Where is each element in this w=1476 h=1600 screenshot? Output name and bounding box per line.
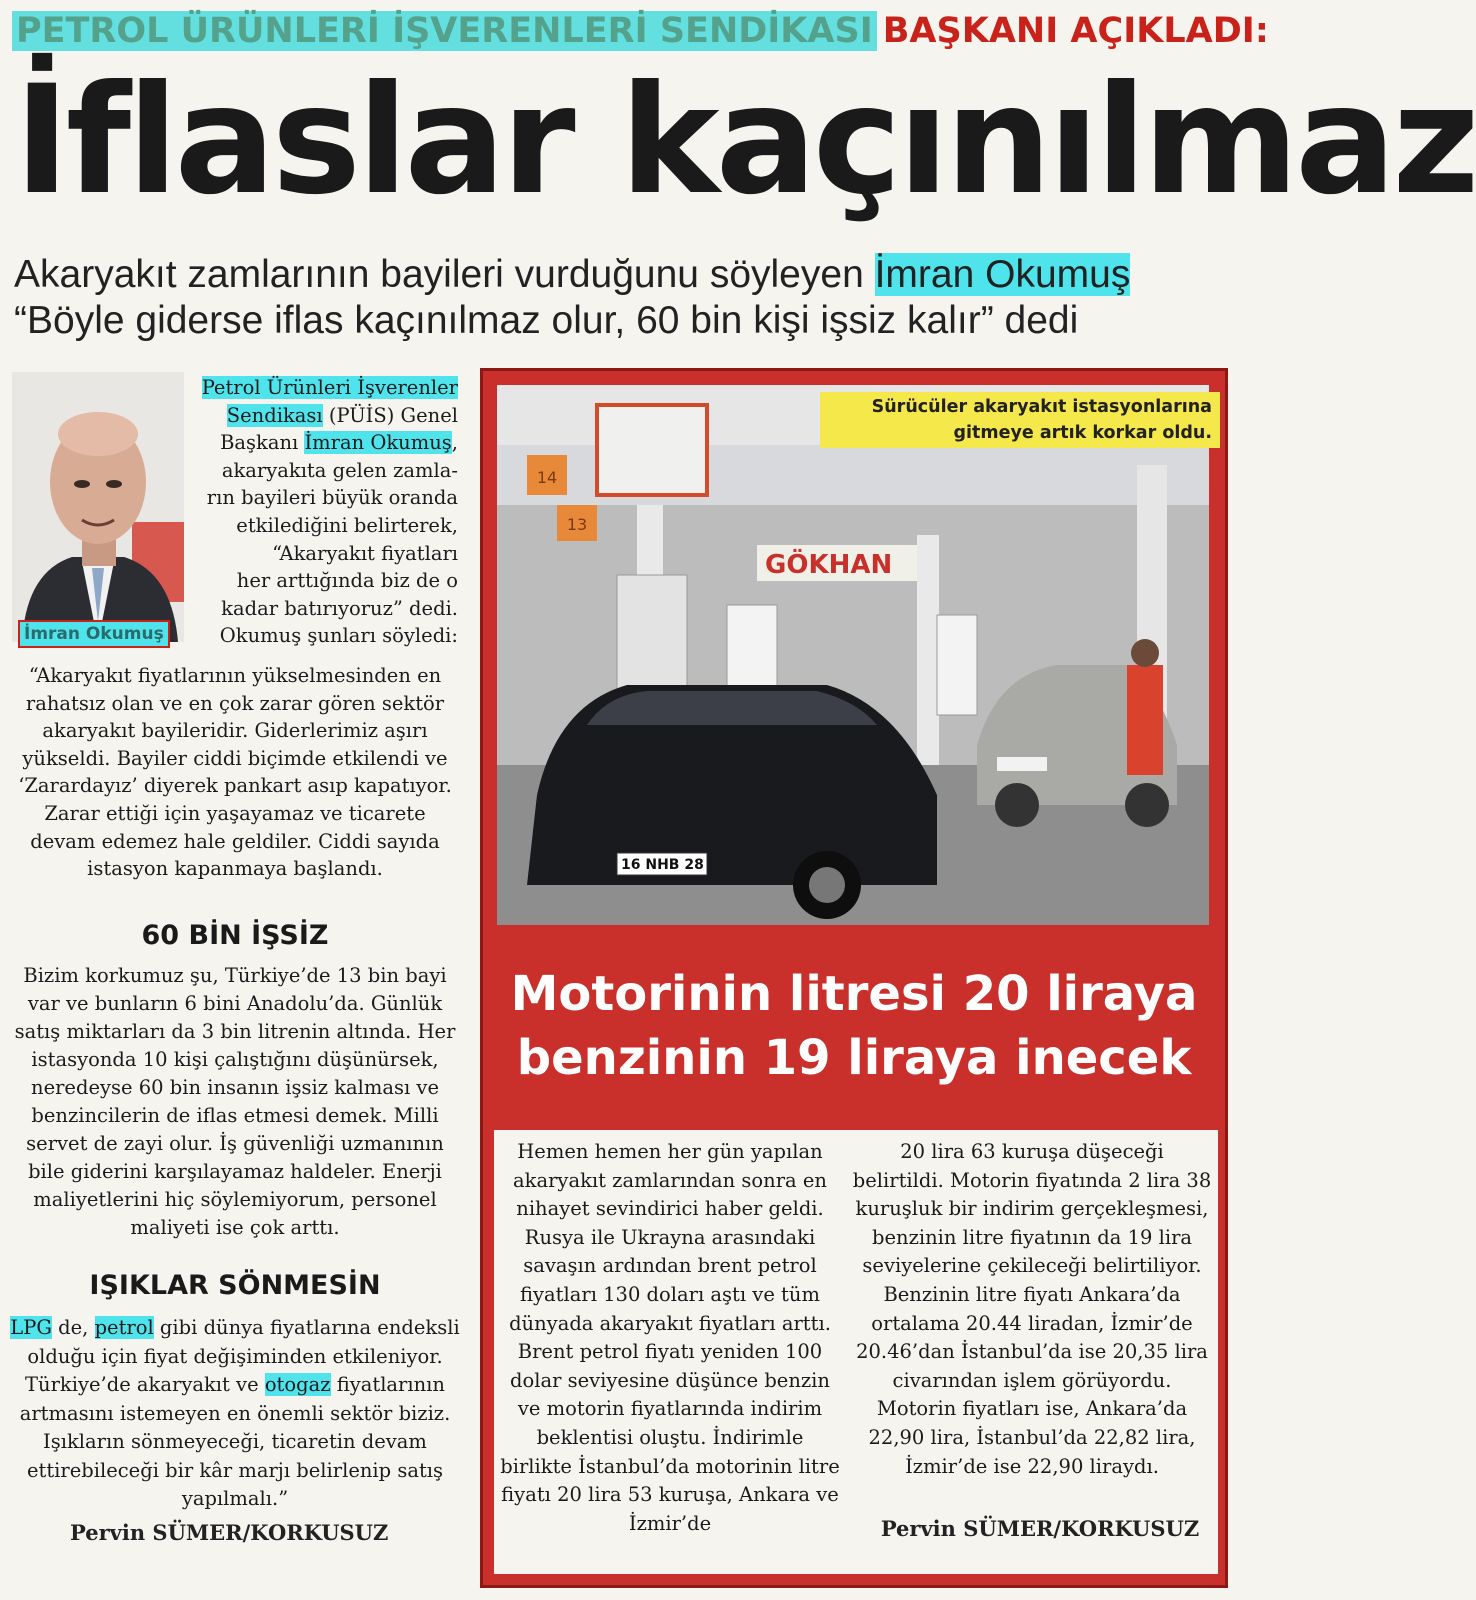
deck-line-1: [14, 252, 1254, 298]
byline-right: Pervin SÜMER/KORKUSUZ: [880, 1516, 1200, 1541]
deck: [14, 252, 1254, 344]
intro-highlight: Petrol Ürünleri İşverenler: [201, 376, 458, 399]
subhead-60-bin-issiz: 60 BİN İŞSİZ: [141, 920, 329, 951]
intro-highlight: Sendikası: [226, 403, 323, 427]
portrait-caption: İmran Okumuş: [18, 620, 170, 648]
deck-highlight: İmran Okumuş: [874, 253, 1131, 296]
photo-caption: Sürücüler akaryakıt istasyonlarına gitmeye artık korkar oldu.: [820, 392, 1220, 448]
gas-station-photo: [497, 385, 1209, 925]
highlight-otogaz: otogaz: [264, 1373, 331, 1396]
intro-line: “Akaryakıt fiyatları: [272, 541, 458, 565]
intro-line: kadar batırıyoruz” dedi.: [221, 596, 458, 620]
portrait-image: [12, 372, 184, 642]
headline: İflaslar kaçınılmaz: [14, 54, 1476, 228]
body-paragraph-2: Bizim korkumuz şu, Türkiye’de 13 bin bayi var ve bunların 6 bini Anadolu’da. Günlük satış miktarları da 3 bin litrenin altında. Her istasyonda 10 kişi çalıştığını düşünürsek, neredeyse 60 bin insanın işsiz kalması ve benzincilerin de iflas etmesi demek. Milli servet de zayi olur. İş güvenliği uzmanının bile giderini karşılayamaz haldeler. Enerji maliyetlerini hiç söylemiyorum, personel maliyeti ise çok arttı.: [14, 964, 456, 1239]
body-paragraph-3: [8, 1314, 462, 1514]
deck-text: Akaryakıt zamlarının bayileri vurduğunu söyleyen: [14, 253, 875, 296]
box-headline: [494, 962, 1214, 1090]
body-text: fiyatlarının artmasını istemeyen en önemli sektör biziz. Işıkların sönmeyeceği, ticaretin devam ettirebileceği bir kâr marjı belirlenip satış yapılmalı.”: [19, 1373, 451, 1510]
box-column-2: 20 lira 63 kuruşa düşeceği belirtildi. Motorin fiyatında 2 lira 38 kuruşluk bir indirim gerçekleşmesi, benzinin litre fiyatının da 19 lira seviyelerine çekileceği belirtiliyor. Benzinin litre fiyatı Ankara’da ortalama 20.44 liradan, İzmir’de 20.46’dan İstanbul’da ise 20,35 lira civarından işlem görüyordu. Motorin fiyatları ise, Ankara’da 22,90 lira, İstanbul’da 22,82 lira, İzmir’de ise 22,90 liraydı.: [852, 1138, 1212, 1481]
intro-text: Başkanı: [220, 431, 305, 455]
intro-line: akaryakıta gelen zamla-: [221, 458, 458, 482]
intro-line: her arttığında biz de o: [236, 569, 458, 593]
station-sign: GÖKHAN: [765, 550, 893, 580]
body-text: de,: [51, 1316, 95, 1339]
byline-left: Pervin SÜMER/KORKUSUZ: [70, 1520, 389, 1545]
box-headline-line-2: benzinin 19 liraya inecek: [516, 1030, 1192, 1086]
intro-text: (PÜİS) Genel: [322, 403, 458, 427]
kicker-rest: BAŞKANI AÇIKLADI:: [882, 11, 1269, 51]
license-plate: 16 NHB 28: [621, 857, 704, 873]
body-paragraph-1: “Akaryakıt fiyatlarının yükselmesinden en rahatsız olan ve en çok zarar gören sektör akaryakıt bayileridir. Giderlerimiz aşırı yükseldi. Bayiler ciddi biçimde etkilendi ve ‘Zarardayız’ diyerek pankart asıp kapatıyor. Zarar ettiği için yaşayamaz ve ticarete devam edemez hale geldiler. Ciddi sayıda istasyon kapanmaya başlandı.: [18, 664, 452, 881]
intro-text: ,: [451, 431, 458, 455]
box-column-1: Hemen hemen her gün yapılan akaryakıt zamlarından sonra en nihayet sevindirici haber geldi. Rusya ile Ukrayna arasındaki savaşın ardından brent petrol fiyatları 130 doları aştı ve tüm dünyada akaryakıt fiyatları arttı. Brent petrol fiyatı yeniden 100 dolar seviyesine düşünce benzin ve motorin fiyatlarında indirim beklentisi oluştu. İndirimle birlikte İstanbul’da motorinin litre fiyatı 20 lira 53 kuruşa, Ankara ve İzmir’de: [500, 1138, 840, 1538]
pump-number-13: 13: [566, 515, 588, 534]
body-text: gibi dünya fiyatlarına endeksli olduğu için fiyat değişiminden etkileniyor. Türkiye’de akaryakıt ve: [25, 1316, 460, 1396]
intro-line: rın bayileri büyük oranda: [206, 486, 458, 510]
kicker: [12, 8, 1269, 56]
intro-paragraph: [190, 374, 458, 650]
box-headline-line-1: Motorinin litresi 20 liraya: [510, 966, 1198, 1022]
intro-line: Okumuş şunları söyledi:: [219, 624, 458, 648]
highlight-petrol: petrol: [94, 1316, 154, 1339]
subhead-isiklar-sonmesin: IŞIKLAR SÖNMESİN: [89, 1270, 381, 1301]
intro-line: etkilediğini belirterek,: [236, 513, 458, 537]
highlight-lpg: LPG: [10, 1316, 52, 1339]
kicker-highlighted: PETROL ÜRÜNLERİ İŞVERENLERİ SENDİKASI: [12, 11, 877, 51]
intro-highlight: İmran Okumuş: [304, 431, 452, 455]
pump-number-14: 14: [536, 468, 558, 487]
portrait: [12, 372, 184, 642]
deck-line-2: “Böyle giderse iflas kaçınılmaz olur, 60 bin kişi işsiz kalır” dedi: [14, 299, 1079, 342]
